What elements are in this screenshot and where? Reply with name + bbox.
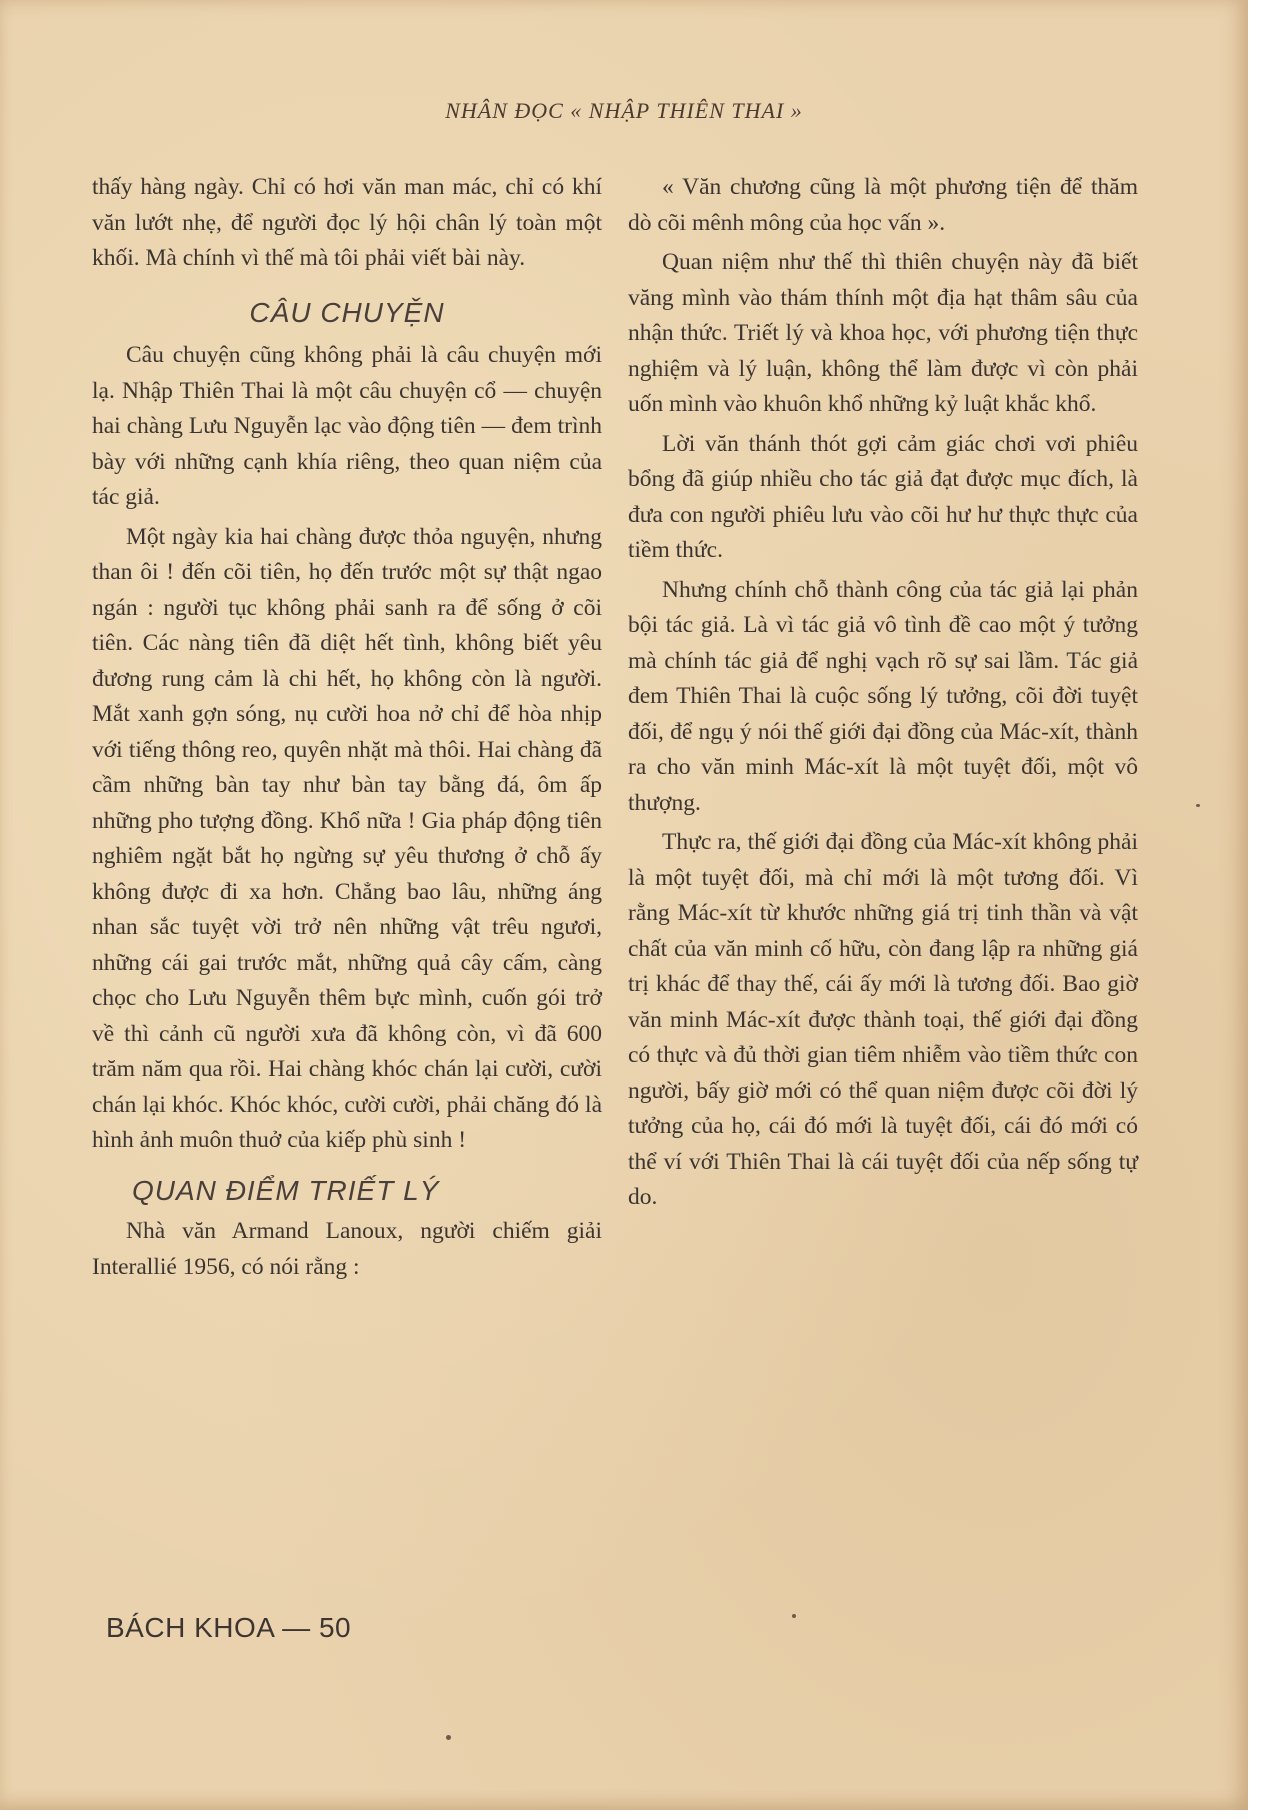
ink-speck (446, 1735, 451, 1740)
right-paragraph-5: Thực ra, thế giới đại đồng của Mác-xít không phải là một tuyệt đối, mà chỉ mới là một tương đối. Vì rằng Mác-xít từ khước những giá trị tinh thần và vật chất của văn minh cố hữu, còn đang lập ra những giá trị khác để thay thế, cái ấy mới là tương đối. Bao giờ văn minh Mác-xít được thành toại, thế giới đại đồng có thực và đủ thời gian tiêm nhiễm vào tiềm thức con người, bấy giờ mới có thể quan niệm được cõi đời lý tưởng của họ, cái đó mới là tuyệt đối, cái đó mới có thể ví với Thiên Thai là cái tuyệt đối của nếp sống tự do. (628, 829, 1138, 1210)
right-paragraph-3: Lời văn thánh thót gợi cảm giác chơi vơi phiêu bổng đã giúp nhiều cho tác giả đạt được mục đích, là đưa con người phiêu lưu vào cõi hư hư thực thực của tiềm thức. (628, 430, 1138, 563)
right-paragraph-4: Nhưng chính chỗ thành công của tác giả lại phản bội tác giả. Là vì tác giả vô tình đề cao một ý tưởng mà chính tác giả để nghị vạch rõ sự sai lầm. Tác giả đem Thiên Thai là cuộc sống lý tưởng, cõi đời tuyệt đối, để ngụ ý nói thế giới đại đồng của Mác-xít, thành ra cho văn minh Mác-xít là một tuyệt đối, một vô thượng. (628, 576, 1138, 816)
left-paragraph-4: Nhà văn Armand Lanoux, người chiếm giải Interallié 1956, có nói rằng : (92, 1218, 602, 1280)
running-title: NHÂN ĐỌC « NHẬP THIÊN THAI » (445, 98, 803, 123)
ink-speck (792, 1614, 796, 1618)
left-column (92, 170, 602, 1285)
left-paragraph-3: Một ngày kia hai chàng được thỏa nguyện, nhưng than ôi ! đến cõi tiên, họ đến trước một sự thật ngao ngán : người tục không phải sanh ra để sống ở cõi tiên. Các nàng tiên đã diệt hết tình, không biết yêu đương rung cảm là chi hết, họ không còn là người. Mắt xanh gợn sóng, nụ cười hoa nở chỉ để hòa nhịp với tiếng thông reo, quyên nhặt mà thôi. Hai chàng đã cầm những bàn tay như bàn tay bằng đá, ôm ấp những pho tượng đồng. Khổ nữa ! Gia pháp động tiên nghiêm ngặt bắt họ ngừng sự yêu thương ở chỗ ấy không được đi xa hơn. Chẳng bao lâu, những áng nhan sắc tuyệt vời trở nên những vật trêu ngươi, những cái gai trước mắt, những quả cây cấm, càng chọc cho Lưu Nguyễn thêm bực mình, cuốn gói trở về thì cảnh cũ người xưa đã không còn, vì đã 600 trăm năm qua rồi. Hai chàng khóc chán lại cười, cười chán lại khóc. Khóc khóc, cười cười, phải chăng đó là hình ảnh muôn thuở của kiếp phù sinh ! (92, 523, 602, 1153)
ink-speck (1196, 804, 1200, 807)
left-paragraph-2: Câu chuyện cũng không phải là câu chuyện mới lạ. Nhập Thiên Thai là một câu chuyện cổ — chuyện hai chàng Lưu Nguyễn lạc vào động tiên — đem trình bày với những cạnh khía riêng, theo quan niệm của tác giả. (92, 342, 602, 510)
left-paragraph-1: thấy hàng ngày. Chỉ có hơi văn man mác, chỉ có khí văn lướt nhẹ, để người đọc lý hội chân lý toàn một khối. Mà chính vì thế mà tôi phải viết bài này. (92, 174, 602, 271)
section-heading-story: CÂU CHUYỆN (249, 296, 445, 328)
right-paragraph-2: Quan niệm như thế thì thiên chuyện này đã biết văng mình vào thám thính một địa hạt thâm sâu của nhận thức. Triết lý và khoa học, với phương tiện thực nghiệm và lý luận, không thể làm được vì còn phải uốn mình vào khuôn khổ những kỷ luật khắc khổ. (628, 249, 1138, 417)
section-heading-philosophy: QUAN ĐIỂM TRIẾT LÝ (132, 1174, 440, 1206)
page-footer: BÁCH KHOA — 50 (106, 1612, 352, 1643)
right-column (628, 170, 1138, 1216)
right-paragraph-1: « Văn chương cũng là một phương tiện để thăm dò cõi mênh mông của học vấn ». (628, 174, 1138, 236)
